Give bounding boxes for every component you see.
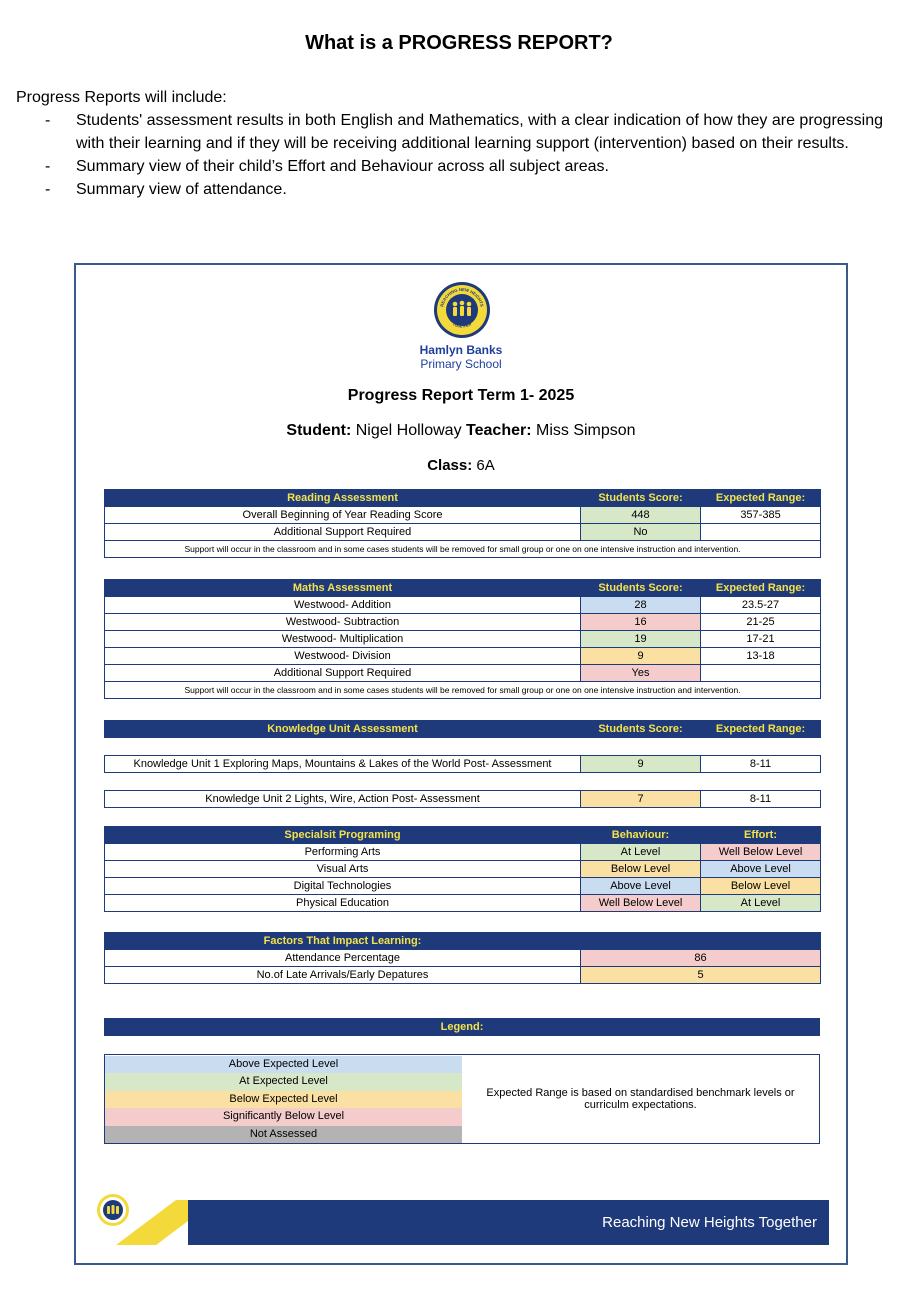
- row-label: Performing Arts: [105, 844, 581, 861]
- footer-band: [188, 1200, 829, 1245]
- class-label: Class:: [427, 457, 473, 474]
- row-label: Digital Technologies: [105, 878, 581, 895]
- row-behaviour: Well Below Level: [581, 895, 701, 912]
- logo-ring-top: REACHING NEW HEIGHTS: [439, 286, 485, 308]
- footer-logo-icon: [96, 1193, 130, 1227]
- row-score: 16: [581, 614, 701, 631]
- intro-bullet: - Students' assessment results in both English and Mathematics, with a clear indication of how they are progressing with their learning and if they will be receiving additional learning support (intervention) based on their results.: [16, 109, 896, 155]
- row-effort: Well Below Level: [701, 844, 821, 861]
- factors-header: Factors That Impact Learning:: [105, 933, 581, 950]
- row-score: 448: [581, 507, 701, 524]
- row-range: [701, 665, 821, 682]
- table-row: [105, 597, 821, 614]
- row-behaviour: Above Level: [581, 878, 701, 895]
- student-name: Nigel Holloway: [355, 422, 462, 439]
- row-effort: Above Level: [701, 861, 821, 878]
- row-score: 7: [581, 791, 701, 808]
- row-value: 5: [581, 967, 821, 984]
- row-effort: At Level: [701, 895, 821, 912]
- row-label: Westwood- Multiplication: [105, 631, 581, 648]
- reading-support-note: Support will occur in the classroom and in some cases students will be removed for small group or one on one intensive instruction and intervention.: [105, 541, 821, 558]
- specialist-header: Specialsit Programing: [105, 827, 581, 844]
- maths-support-note: Support will occur in the classroom and in some cases students will be removed for small group or one on one intensive instruction and intervention.: [105, 682, 821, 699]
- legend-header: Legend:: [104, 1018, 820, 1036]
- reading-score-header: Students Score:: [581, 490, 701, 507]
- legend-item-significantly-below: Significantly Below Level: [105, 1108, 462, 1125]
- table-row: [105, 524, 821, 541]
- intro-bullet: - Summary view of their child’s Effort and Behaviour across all subject areas.: [16, 155, 896, 178]
- table-row: [105, 895, 821, 912]
- table-row: [105, 631, 821, 648]
- table-row: [105, 950, 821, 967]
- knowledge-score-header: Students Score:: [581, 721, 701, 738]
- footer-tagline: Reaching New Heights Together: [602, 1214, 817, 1231]
- row-range: 357-385: [701, 507, 821, 524]
- row-range: 23.5-27: [701, 597, 821, 614]
- table-row: [105, 648, 821, 665]
- row-range: 13-18: [701, 648, 821, 665]
- intro-section: [16, 86, 896, 201]
- row-label: Westwood- Addition: [105, 597, 581, 614]
- maths-assessment-table: [104, 579, 821, 699]
- row-label: Knowledge Unit 2 Lights, Wire, Action Post- Assessment: [105, 791, 581, 808]
- teacher-label: Teacher:: [466, 422, 532, 439]
- row-range: 17-21: [701, 631, 821, 648]
- row-label: Knowledge Unit 1 Exploring Maps, Mountains & Lakes of the World Post- Assessment: [105, 756, 581, 773]
- maths-header: Maths Assessment: [105, 580, 581, 597]
- teacher-name: Miss Simpson: [536, 422, 636, 439]
- table-row: [105, 844, 821, 861]
- knowledge-header: Knowledge Unit Assessment: [105, 721, 581, 738]
- knowledge-unit-2-table: [104, 790, 821, 808]
- logo-ring-bottom: TOGETHER: [451, 322, 473, 329]
- row-range: 8-11: [701, 756, 821, 773]
- legend-item-below: Below Expected Level: [105, 1091, 462, 1108]
- row-label: Physical Education: [105, 895, 581, 912]
- maths-range-header: Expected Range:: [701, 580, 821, 597]
- row-label: Visual Arts: [105, 861, 581, 878]
- row-score: 28: [581, 597, 701, 614]
- knowledge-range-header: Expected Range:: [701, 721, 821, 738]
- table-row: [105, 791, 821, 808]
- school-name-line2: Primary School: [420, 357, 502, 371]
- legend-note: Expected Range is based on standardised benchmark levels or curriculm expectations.: [486, 1087, 795, 1111]
- student-label: Student:: [286, 422, 352, 439]
- class-name: 6A: [476, 457, 495, 474]
- legend-box: [104, 1054, 820, 1144]
- table-row: [105, 861, 821, 878]
- row-behaviour: At Level: [581, 844, 701, 861]
- row-effort: Below Level: [701, 878, 821, 895]
- row-score: 9: [581, 648, 701, 665]
- row-range: 8-11: [701, 791, 821, 808]
- table-row: [105, 756, 821, 773]
- knowledge-unit-1-table: [104, 755, 821, 773]
- row-behaviour: Below Level: [581, 861, 701, 878]
- row-label: Overall Beginning of Year Reading Score: [105, 507, 581, 524]
- intro-list: [16, 109, 896, 201]
- row-label: Westwood- Division: [105, 648, 581, 665]
- row-score: No: [581, 524, 701, 541]
- legend-item-not-assessed: Not Assessed: [105, 1126, 462, 1143]
- table-row: [105, 507, 821, 524]
- student-teacher-line: [76, 422, 846, 440]
- factors-table: [104, 932, 821, 984]
- sample-progress-report: [74, 263, 848, 1265]
- legend-item-above: Above Expected Level: [105, 1056, 462, 1073]
- row-score: Yes: [581, 665, 701, 682]
- reading-header: Reading Assessment: [105, 490, 581, 507]
- maths-score-header: Students Score:: [581, 580, 701, 597]
- class-line: [76, 457, 846, 474]
- row-range: 21-25: [701, 614, 821, 631]
- row-label: Additional Support Required: [105, 524, 581, 541]
- factors-header-blank: [581, 933, 821, 950]
- knowledge-header-table: [104, 720, 821, 738]
- row-label: Additional Support Required: [105, 665, 581, 682]
- row-label: Attendance Percentage: [105, 950, 581, 967]
- table-row: [105, 665, 821, 682]
- page-title: What is a PROGRESS REPORT?: [305, 32, 613, 54]
- reading-range-header: Expected Range:: [701, 490, 821, 507]
- table-row: [105, 878, 821, 895]
- school-logo-icon: [433, 281, 491, 339]
- school-name: [76, 343, 846, 371]
- reading-assessment-table: [104, 489, 821, 558]
- specialist-programing-table: [104, 826, 821, 912]
- row-range: [701, 524, 821, 541]
- effort-header: Effort:: [701, 827, 821, 844]
- legend-items: [105, 1056, 462, 1143]
- row-score: 9: [581, 756, 701, 773]
- legend-item-at: At Expected Level: [105, 1073, 462, 1090]
- row-label: No.of Late Arrivals/Early Depatures: [105, 967, 581, 984]
- row-score: 19: [581, 631, 701, 648]
- school-name-line1: Hamlyn Banks: [419, 343, 503, 357]
- behaviour-header: Behaviour:: [581, 827, 701, 844]
- report-title: Progress Report Term 1- 2025: [347, 387, 575, 404]
- row-value: 86: [581, 950, 821, 967]
- intro-bullet: - Summary view of attendance.: [16, 178, 896, 201]
- table-row: [105, 614, 821, 631]
- row-label: Westwood- Subtraction: [105, 614, 581, 631]
- intro-lead: Progress Reports will include:: [16, 89, 227, 106]
- table-row: [105, 967, 821, 984]
